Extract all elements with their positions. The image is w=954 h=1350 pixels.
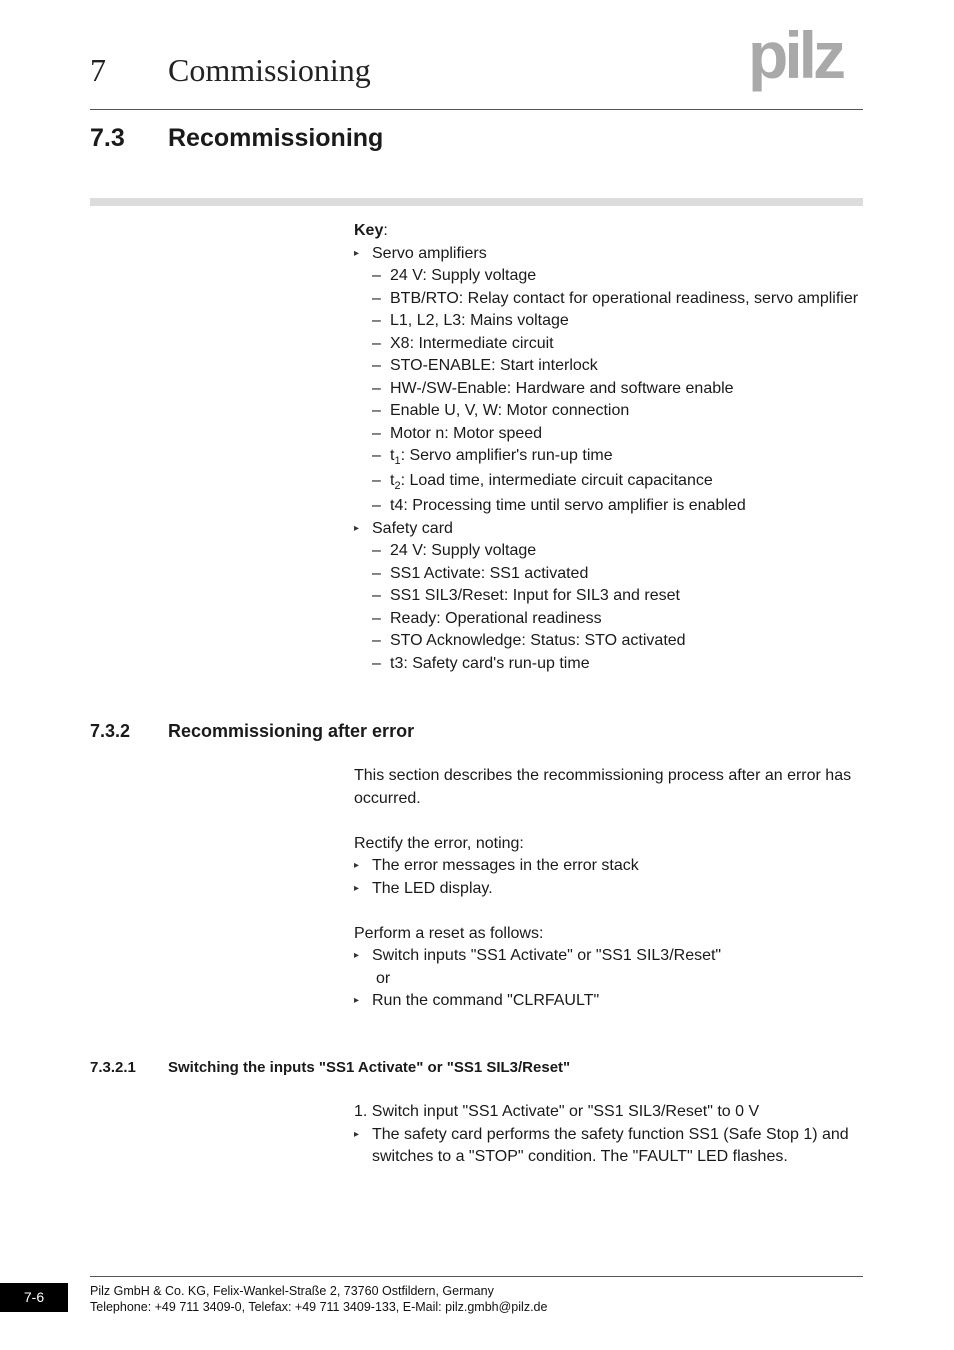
safety-item: SS1 SIL3/Reset: Input for SIL3 and reset (390, 587, 680, 604)
servo-item: HW-/SW-Enable: Hardware and software enable (390, 379, 734, 397)
footer-line: Pilz GmbH & Co. KG, Felix-Wankel-Straße 2, 73760 Ostfildern, Germany (90, 1284, 494, 1298)
servo-item: Motor n: Motor speed (390, 424, 543, 442)
pilz-logo (748, 28, 864, 94)
header-rule (90, 109, 863, 110)
list-item (354, 630, 864, 653)
dash-bullet-icon: – (372, 654, 381, 672)
t1-base: t (390, 447, 395, 464)
subsubsection-number: 7.3.2.1 (90, 1059, 136, 1076)
triangle-bullet-icon: ▸ (354, 860, 360, 871)
step-item: 1. Switch input "SS1 Activate" or "SS1 SIL3/Reset" to 0 V (354, 1103, 760, 1120)
list-item (354, 608, 864, 631)
list-item (354, 495, 864, 518)
reset-text: Perform a reset as follows: (354, 924, 544, 942)
section-title: Recommissioning (168, 124, 384, 152)
servo-item: STO-ENABLE: Start interlock (390, 357, 598, 374)
list-item (354, 878, 864, 901)
servo-item: 24 V: Supply voltage (390, 267, 537, 284)
list-item (354, 653, 864, 676)
dash-bullet-icon: – (372, 447, 381, 464)
list-item (354, 310, 864, 333)
subsection-body (354, 765, 864, 1013)
t1-subscript: 1 (394, 455, 401, 468)
list-item (354, 990, 864, 1013)
dash-bullet-icon: – (372, 609, 381, 627)
triangle-bullet-icon: ▸ (354, 522, 360, 534)
t1-text: : Servo amplifier's run-up time (400, 447, 613, 464)
or-text: or (376, 969, 391, 987)
t2-text: : Load time, intermediate circuit capacitance (400, 472, 713, 489)
footer-line: Telephone: +49 711 3409-0, Telefax: +49 711 3409-133, E-Mail: pilz.gmbh@pilz.de (90, 1300, 548, 1314)
t2-base: t (390, 472, 395, 489)
footer-address (90, 1283, 547, 1315)
triangle-bullet-icon: ▸ (354, 950, 360, 961)
dash-bullet-icon: – (372, 497, 381, 514)
spacer (354, 810, 864, 833)
safety-item: Ready: Operational readiness (390, 609, 602, 627)
triangle-bullet-icon: ▸ (354, 882, 360, 894)
safety-item: t3: Safety card's run-up time (390, 654, 590, 672)
intro-line: This section describes the recommissioning process after an error has (354, 767, 852, 784)
triangle-bullet-icon: ▸ (354, 1128, 360, 1140)
list-item (354, 445, 864, 470)
servo-heading: Servo amplifiers (372, 244, 487, 262)
list-item (354, 243, 864, 266)
list-item (354, 355, 864, 378)
section-number: 7.3 (90, 124, 125, 152)
dash-bullet-icon: – (372, 402, 381, 419)
list-item (354, 563, 864, 586)
list-item (354, 423, 864, 446)
key-label-line (354, 220, 864, 243)
list-item (354, 400, 864, 423)
subsubsection-body (354, 1101, 864, 1169)
dash-bullet-icon: – (372, 542, 381, 559)
list-item (354, 470, 864, 495)
list-item (354, 855, 864, 878)
list-item (354, 288, 864, 311)
page-number: 7-6 (0, 1283, 68, 1312)
servo-item: L1, L2, L3: Mains voltage (390, 312, 569, 329)
result-continuation: switches to a "STOP" condition. The "FAULT" LED flashes. (372, 1148, 788, 1165)
list-item (354, 945, 864, 968)
chapter-number: 7 (90, 52, 106, 88)
dash-bullet-icon: – (372, 334, 381, 352)
figure-band (90, 198, 863, 206)
result-line: The safety card performs the safety function SS1 (Safe Stop 1) and (372, 1125, 849, 1143)
list-item (354, 378, 864, 401)
spacer (354, 900, 864, 923)
list-item (354, 540, 864, 563)
dash-bullet-icon: – (372, 267, 381, 284)
dash-bullet-icon: – (372, 564, 381, 582)
rectify-item: The error messages in the error stack (372, 857, 639, 874)
safety-item: STO Acknowledge: Status: STO activated (390, 632, 686, 649)
t4-item: t4: Processing time until servo amplifier is enabled (390, 497, 746, 514)
dash-bullet-icon: – (372, 587, 381, 604)
footer-rule (90, 1276, 863, 1277)
intro-line: occurred. (354, 789, 421, 807)
subsection-title: Recommissioning after error (168, 721, 415, 741)
dash-bullet-icon: – (372, 424, 381, 442)
list-item (354, 333, 864, 356)
reset-item: Run the command "CLRFAULT" (372, 992, 600, 1009)
safety-item: SS1 Activate: SS1 activated (390, 564, 589, 582)
servo-item: Enable U, V, W: Motor connection (390, 402, 630, 419)
dash-bullet-icon: – (372, 472, 381, 489)
key-block (354, 220, 864, 675)
rectify-text: Rectify the error, noting: (354, 834, 524, 852)
list-item (354, 585, 864, 608)
dash-bullet-icon: – (372, 357, 381, 374)
dash-bullet-icon: – (372, 289, 381, 307)
safety-item: 24 V: Supply voltage (390, 542, 537, 559)
list-item (354, 265, 864, 288)
dash-bullet-icon: – (372, 379, 381, 397)
t2-subscript: 2 (394, 480, 401, 493)
rectify-item: The LED display. (372, 879, 493, 897)
reset-item: Switch inputs "SS1 Activate" or "SS1 SIL3/Reset" (372, 947, 722, 964)
servo-item: X8: Intermediate circuit (390, 334, 554, 352)
triangle-bullet-icon: ▸ (354, 247, 360, 259)
dash-bullet-icon: – (372, 632, 381, 649)
list-item (354, 518, 864, 541)
subsection-number: 7.3.2 (90, 721, 131, 741)
key-colon: : (383, 222, 388, 239)
triangle-bullet-icon: ▸ (354, 995, 360, 1006)
logo-text: pilz (748, 28, 842, 92)
servo-item: BTB/RTO: Relay contact for operational readiness, servo amplifier (390, 289, 859, 307)
chapter-title: Commissioning (168, 52, 371, 88)
key-label: Key (354, 222, 384, 239)
dash-bullet-icon: – (372, 312, 381, 329)
list-item (354, 1124, 864, 1147)
safety-heading: Safety card (372, 519, 453, 537)
subsubsection-title: Switching the inputs "SS1 Activate" or "SS1 SIL3/Reset" (168, 1059, 571, 1076)
